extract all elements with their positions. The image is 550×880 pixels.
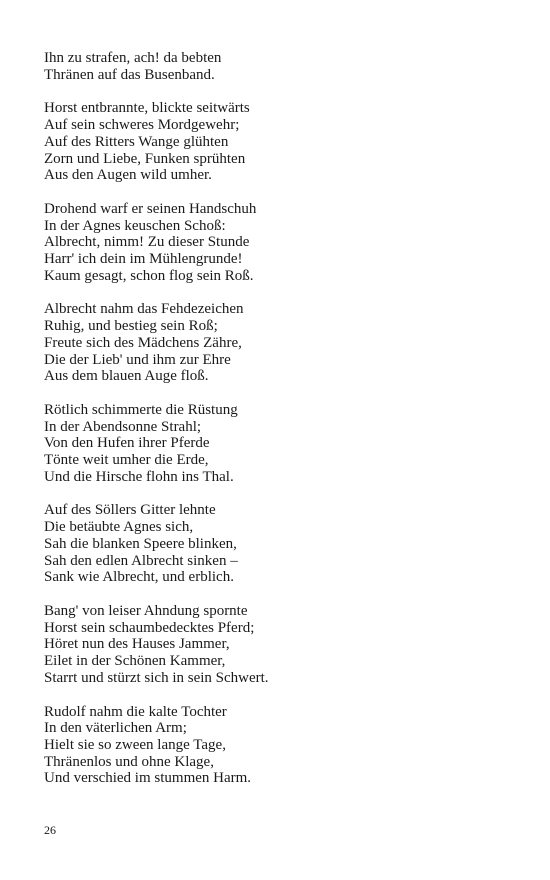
verse-line: Rudolf nahm die kalte Tochter <box>44 703 227 720</box>
verse-line: Auf des Söllers Gitter lehnte <box>44 502 216 519</box>
stanza <box>44 100 504 184</box>
stanza <box>44 201 504 285</box>
verse-line: Auf des Ritters Wange glühten <box>44 133 229 150</box>
verse-line: Starrt und stürzt sich in sein Schwert. <box>44 669 269 686</box>
verse-line: Tönte weit umher die Erde, <box>44 452 209 469</box>
stanza <box>44 502 504 586</box>
verse-line: Horst entbrannte, blickte seitwärts <box>44 100 250 117</box>
verse-line: Die betäubte Agnes sich, <box>44 519 194 536</box>
verse-line: Albrecht, nimm! Zu dieser Stunde <box>44 234 250 251</box>
stanza <box>44 402 504 486</box>
stanza <box>44 603 504 687</box>
verse-line: Bang' von leiser Ahndung spornte <box>44 602 248 619</box>
verse-line: In den väterlichen Arm; <box>44 720 187 737</box>
verse-line: Sah den edlen Albrecht sinken – <box>44 552 238 569</box>
verse-line: Die der Lieb' und ihm zur Ehre <box>44 351 231 368</box>
verse-line: Hielt sie so zween lange Tage, <box>44 736 226 753</box>
verse-line: Auf sein schweres Mordgewehr; <box>44 117 240 134</box>
verse-line: Harr' ich dein im Mühlengrunde! <box>44 251 243 268</box>
verse-line: Horst sein schaumbedecktes Pferd; <box>44 619 255 636</box>
verse-line: Aus dem blauen Auge floß. <box>44 368 209 385</box>
verse-line: Albrecht nahm das Fehdezeichen <box>44 301 244 318</box>
verse-line: Höret nun des Hauses Jammer, <box>44 636 230 653</box>
stanza <box>44 50 504 83</box>
verse-line: Ruhig, und bestieg sein Roß; <box>44 318 218 335</box>
verse-line: Und verschied im stummen Harm. <box>44 770 252 787</box>
verse-line: Zorn und Liebe, Funken sprühten <box>44 150 246 167</box>
verse-line: In der Abendsonne Strahl; <box>44 418 202 435</box>
verse-line: Aus den Augen wild umher. <box>44 167 212 184</box>
verse-line: Thränenlos und ohne Klage, <box>44 753 214 770</box>
verse-line: Rötlich schimmerte die Rüstung <box>44 401 238 418</box>
verse-line: Eilet in der Schönen Kammer, <box>44 653 226 670</box>
stanza <box>44 301 504 385</box>
verse-line: Sank wie Albrecht, und erblich. <box>44 569 234 586</box>
verse-line: Kaum gesagt, schon flog sein Roß. <box>44 267 254 284</box>
verse-line: Sah die blanken Speere blinken, <box>44 535 237 552</box>
verse-line: In der Agnes keuschen Schoß: <box>44 217 226 234</box>
verse-line: Drohend warf er seinen Handschuh <box>44 200 257 217</box>
verse-line: Ihn zu strafen, ach! da bebten <box>44 50 222 66</box>
stanza <box>44 704 504 788</box>
verse-line: Freute sich des Mädchens Zähre, <box>44 334 242 351</box>
verse-line: Und die Hirsche flohn ins Thal. <box>44 468 234 485</box>
poem-text <box>44 50 504 804</box>
verse-line: Von den Hufen ihrer Pferde <box>44 435 210 452</box>
page-number: 26 <box>44 823 56 837</box>
verse-line: Thränen auf das Busenband. <box>44 66 215 83</box>
